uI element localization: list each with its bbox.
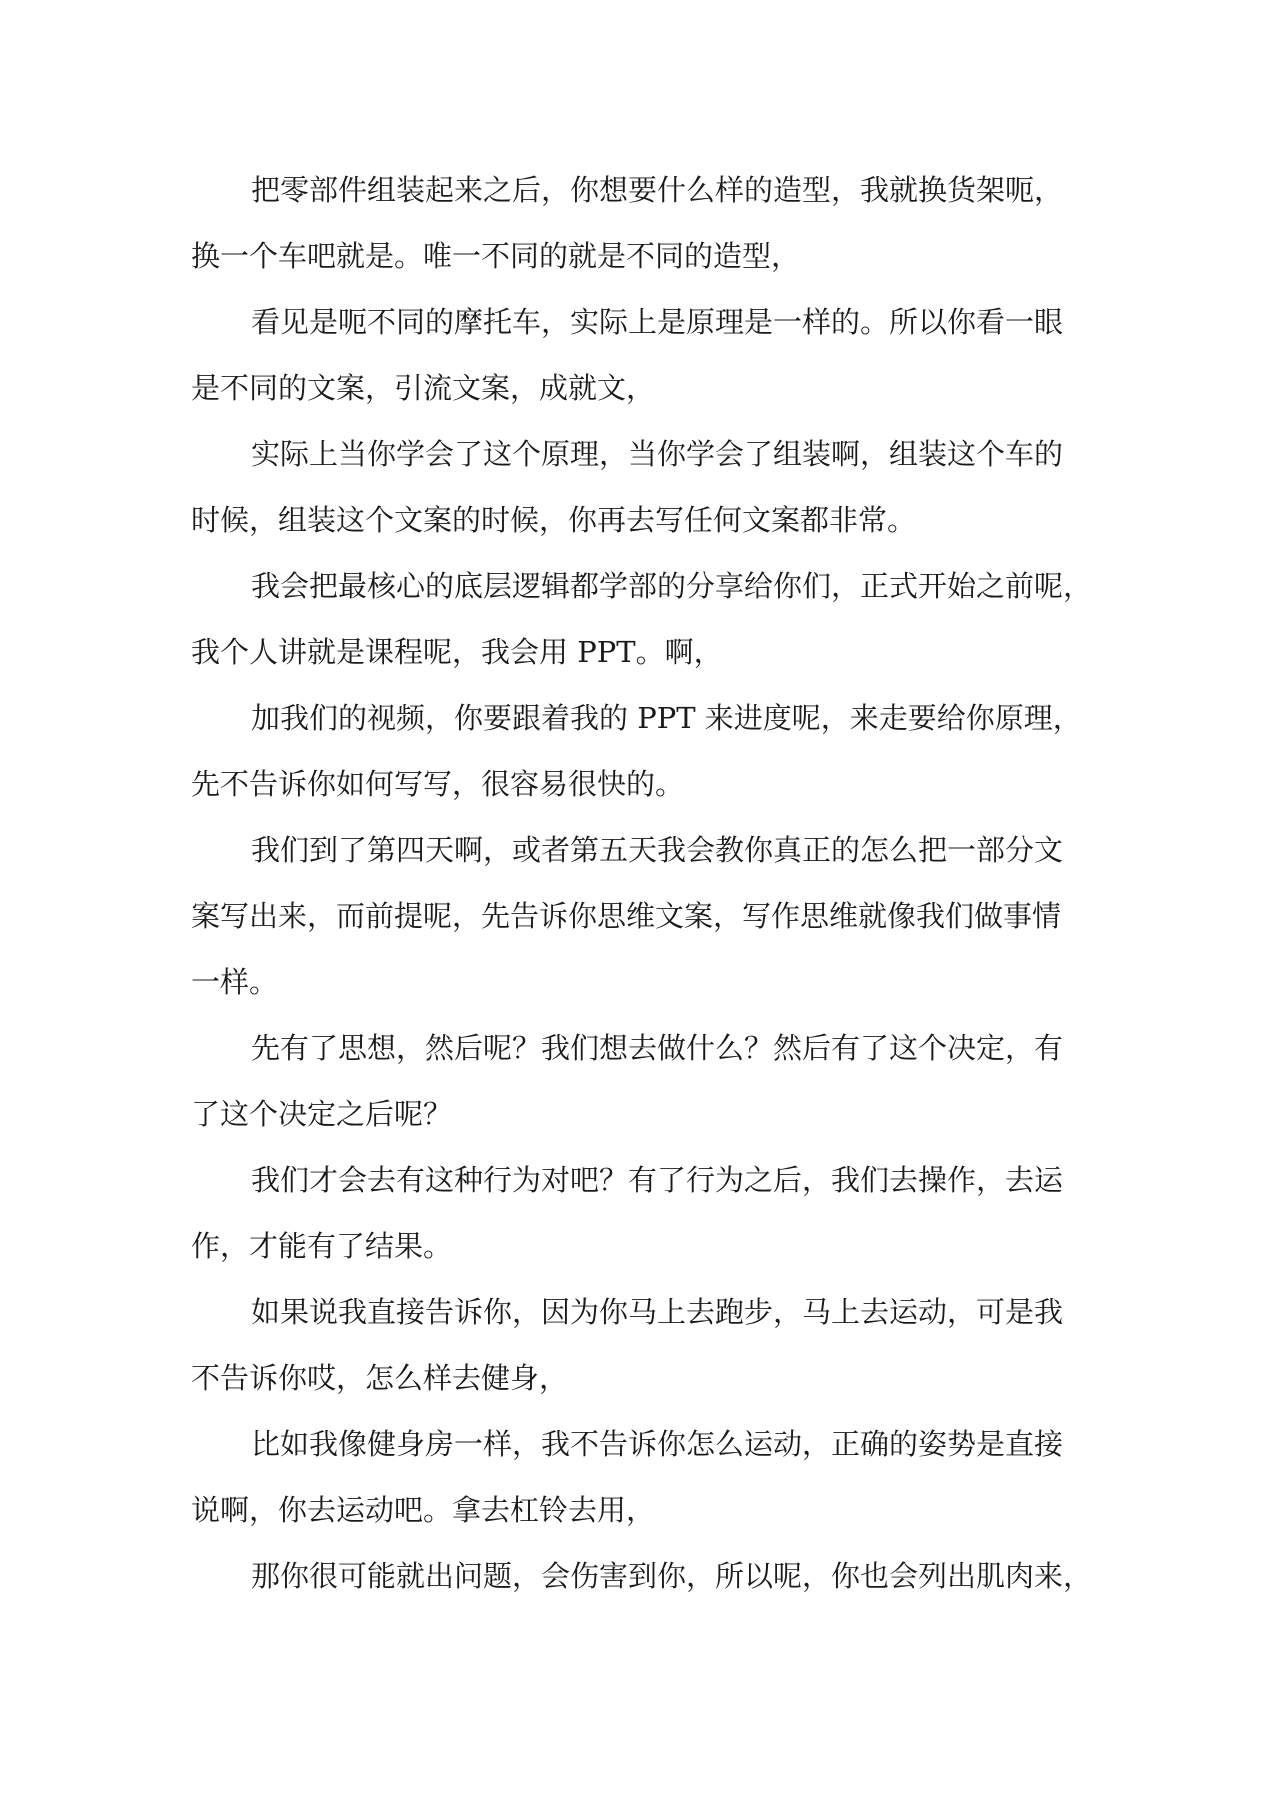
paragraph	[191, 1279, 1091, 1411]
paragraph	[191, 289, 1091, 421]
paragraph	[191, 1015, 1091, 1147]
text-line: 了这个决定之后呢？	[191, 1097, 453, 1131]
text-line: 我会把最核心的底层逻辑都学部的分享给你们，正式开始之前呢，	[251, 569, 1093, 603]
text-line: 加我们的视频，你要跟着我的 PPT 来进度呢，来走要给你原理，	[251, 701, 1082, 735]
paragraph	[191, 1411, 1091, 1543]
text-line: 先不告诉你如何写写，很容易很快的。	[191, 767, 685, 801]
text-line: 是不同的文案，引流文案，成就文，	[191, 371, 656, 405]
text-line: 比如我像健身房一样，我不告诉你怎么运动，正确的姿势是直接	[251, 1427, 1064, 1461]
text-line: 如果说我直接告诉你，因为你马上去跑步，马上去运动，可是我	[251, 1295, 1064, 1329]
paragraph	[191, 421, 1091, 553]
text-line: 作，才能有了结果。	[191, 1229, 453, 1263]
paragraph	[191, 1543, 1091, 1609]
paragraph	[191, 685, 1091, 817]
text-line: 看见是呃不同的摩托车，实际上是原理是一样的。所以你看一眼	[251, 305, 1064, 339]
text-line: 我们才会去有这种行为对吧？有了行为之后，我们去操作，去运	[251, 1163, 1064, 1197]
paragraph	[191, 157, 1091, 289]
text-line: 一样。	[191, 965, 279, 999]
text-line: 我个人讲就是课程呢，我会用 PPT。啊，	[191, 635, 723, 669]
text-line: 换一个车吧就是。唯一不同的就是不同的造型，	[191, 239, 801, 273]
paragraph	[191, 553, 1091, 685]
text-line: 我们到了第四天啊，或者第五天我会教你真正的怎么把一部分文	[251, 833, 1064, 867]
text-line: 那你很可能就出问题，会伤害到你，所以呢，你也会列出肌肉来，	[251, 1559, 1093, 1593]
text-line: 先有了思想，然后呢？我们想去做什么？然后有了这个决定，有	[251, 1031, 1064, 1065]
paragraph	[191, 817, 1091, 1015]
document-body-text	[191, 157, 1091, 1609]
text-line: 说啊，你去运动吧。拿去杠铃去用，	[191, 1493, 656, 1527]
text-line: 不告诉你哎，怎么样去健身，	[191, 1361, 569, 1395]
text-line: 案写出来，而前提呢，先告诉你思维文案，写作思维就像我们做事情	[191, 899, 1062, 933]
text-line: 时候，组装这个文案的时候，你再去写任何文案都非常。	[191, 503, 917, 537]
text-line: 把零部件组装起来之后，你想要什么样的造型，我就换货架呃，	[251, 173, 1064, 207]
paragraph	[191, 1147, 1091, 1279]
text-line: 实际上当你学会了这个原理，当你学会了组装啊，组装这个车的	[251, 437, 1064, 471]
